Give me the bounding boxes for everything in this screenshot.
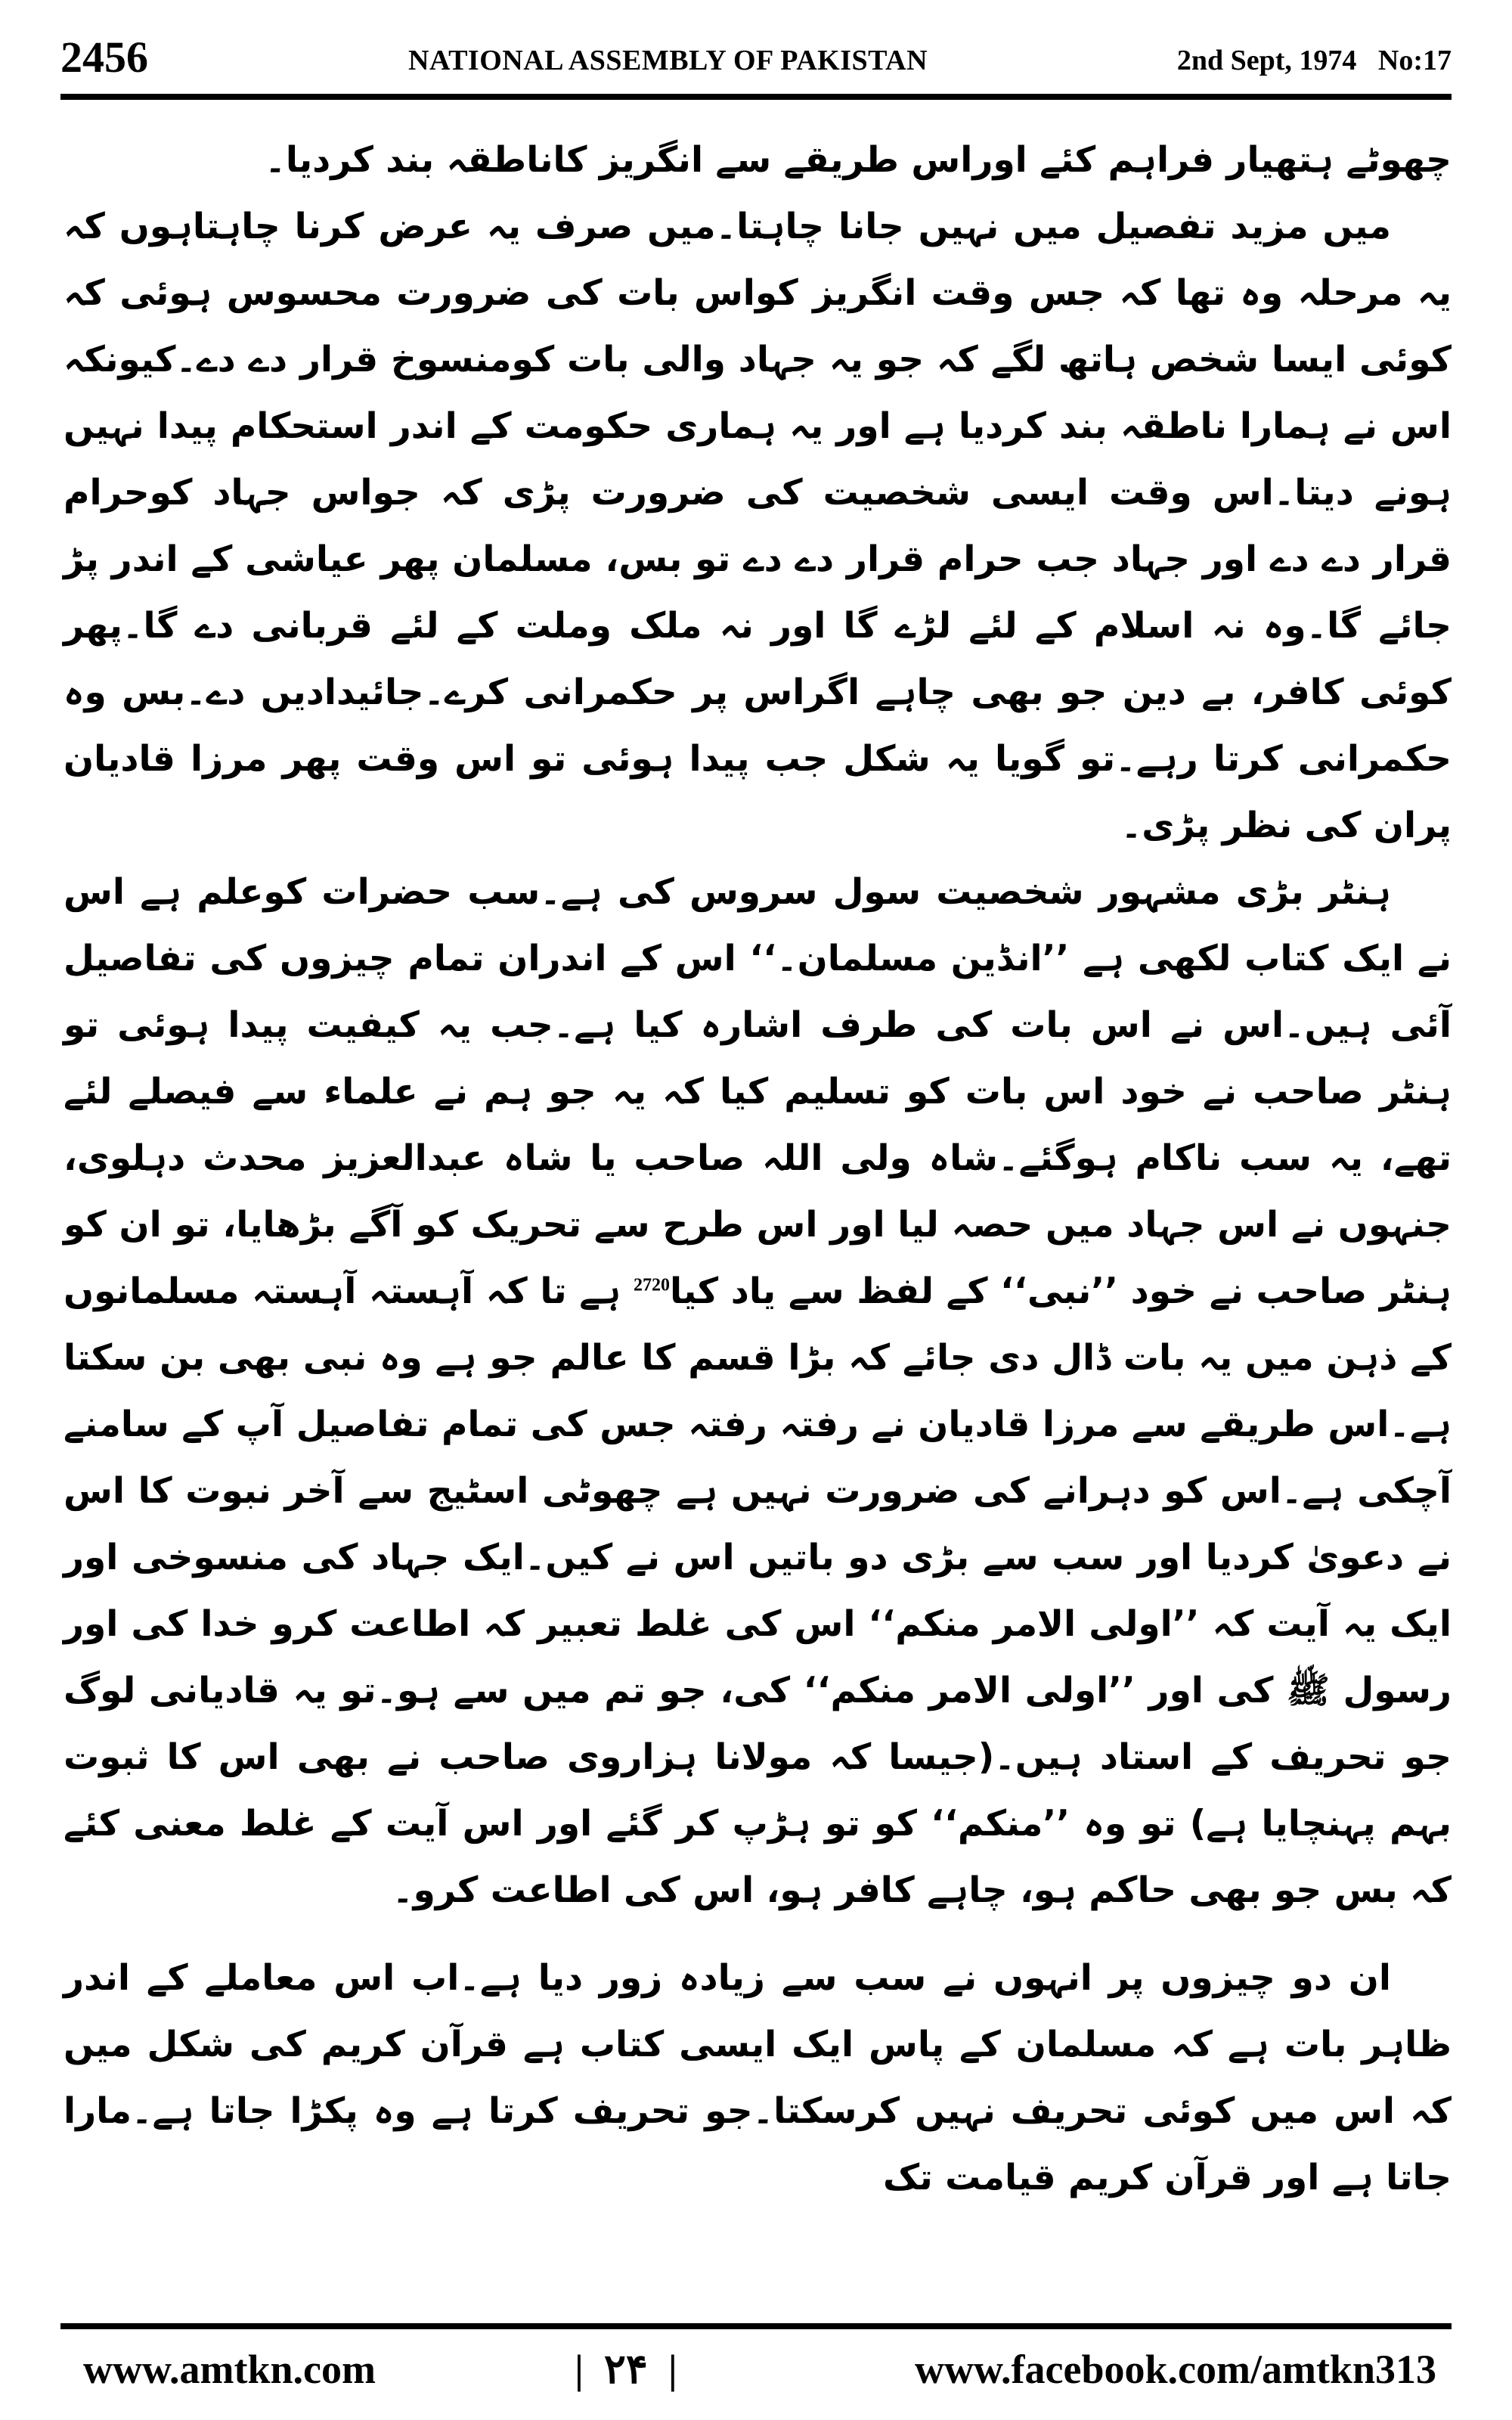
header-date-issue [1177,38,1452,83]
page-header [60,27,1452,95]
paragraph-4: ان دو چیزوں پر انہوں نے سب سے زیادہ زور دیا ہے۔اب اس معاملے کے اندر ظاہر بات ہے کہ مسلمان کے پاس ایک ایسی کتاب ہے قرآن کریم کی شکل میں کہ اس میں کوئی تحریف نہیں کرسکتا۔جو تحریف کرتا ہے وہ پکڑا جاتا ہے۔مارا جاتا ہے اور قرآن کریم قیامت تک [64,1957,1452,2198]
header-title: NATIONAL ASSEMBLY OF PAKISTAN [408,45,928,76]
header-date: 2nd Sept, 1974 [1176,45,1357,76]
footer-page-number: ۲۴ [603,2347,648,2392]
footer-facebook-link[interactable]: www.facebook.com/amtkn313 [915,2347,1436,2392]
paragraph-3-part-2: ہے تا کہ آہستہ آہستہ مسلمانوں کے ذہن میں یہ بات ڈال دی جائے کہ بڑا قسم کا عالم جو ہے وہ نبی بھی بن سکتا ہے۔اس طریقے سے مرزا قادیان نے رفتہ رفتہ جس کی تمام تفاصیل آپ کے سامنے آچکی ہے۔اس کو دہرانے کی ضرورت نہیں ہے چھوٹی اسٹیج سے آخر نبوت کا اس نے دعویٰ کردیا اور سب سے بڑی دو باتیں اس نے کیں۔ایک جہاد کی منسوخی اور ایک یہ آیت کہ ’’اولی الامر منکم‘‘ اس کی غلط تعبیر کہ اطاعت کرو خدا کی اور رسول ﷺ کی اور ’’اولی الامر منکم‘‘ کی، جو تم میں سے ہو۔تو یہ قادیانی لوگ جو تحریف کے استاد ہیں۔(جیسا کہ مولانا ہزاروی صاحب نے بھی اس کا ثبوت بہم پہنچایا ہے) تو وہ ’’منکم‘‘ کو تو ہڑپ کر گئے اور اس آیت کے غلط معنی کئے کہ بس جو بھی حاکم ہو، چاہے کافر ہو، اس کی اطاعت کرو۔ [64,1270,1452,1911]
document-body [64,127,1452,2211]
paragraph-3 [64,859,1452,1924]
paragraph-2: میں مزید تفصیل میں نہیں جانا چاہتا۔میں صرف یہ عرض کرنا چاہتاہوں کہ یہ مرحلہ وہ تھا کہ جس وقت انگریز کواس بات کی ضرورت محسوس ہوئی کہ کوئی ایسا شخص ہاتھ لگے کہ جو یہ جہاد والی بات کومنسوخ قرار دے دے۔کیونکہ اس نے ہمارا ناطقہ بند کردیا ہے اور یہ ہماری حکومت کے اندر استحکام پیدا نہیں ہونے دیتا۔اس وقت ایسی شخصیت کی ضرورت پڑی کہ جواس جہاد کوحرام قرار دے دے اور جہاد جب حرام قرار دے دے تو بس، مسلمان پھر عیاشی کے اندر پڑ جائے گا۔وہ نہ اسلام کے لئے لڑے گا اور نہ ملک وملت کے لئے قربانی دے گا۔پھر کوئی کافر، بے دین جو بھی چاہے اگراس پر حکمرانی کرے۔جائیدادیں دے۔بس وہ حکمرانی کرتا رہے۔تو گویا یہ شکل جب پیدا ہوئی تو اس وقت پھر مرزا قادیان پران کی نظر پڑی۔ [64,206,1452,846]
paragraph-3-part-1: ہنٹر بڑی مشہور شخصیت سول سروس کی ہے۔سب حضرات کوعلم ہے اس نے ایک کتاب لکھی ہے ’’انڈین مسلمان۔‘‘ اس کے اندران تمام چیزوں کی تفاصیل آئی ہیں۔اس نے اس بات کی طرف اشارہ کیا ہے۔جب یہ کیفیت پیدا ہوئی تو ہنٹر صاحب نے خود اس بات کو تسلیم کیا کہ یہ جو ہم نے علماء سے فیصلے لئے تھے، یہ سب ناکام ہوگئے۔شاہ ولی اللہ صاحب یا شاہ عبدالعزیز محدث دہلوی، جنہوں نے اس جہاد میں حصہ لیا اور اس طرح سے تحریک کو آگے بڑھایا، تو ان کو ہنٹر صاحب نے خود ’’نبی‘‘ کے لفظ سے یاد کیا [64,871,1452,1312]
page-number: 2456 [60,33,148,82]
header-issue: No:17 [1377,45,1452,76]
footer-website-link[interactable]: www.amtkn.com [83,2347,376,2392]
footer-separator-left: | [575,2347,584,2392]
reference-number: 2720 [633,1275,670,1295]
header-divider [60,94,1452,100]
paragraph-1: چھوٹے ہتھیار فراہم کئے اوراس طریقے سے انگریز کاناطقہ بند کردیا۔ [265,139,1452,181]
footer-divider [60,2323,1452,2329]
footer-separator-right: | [668,2347,677,2392]
page-footer [60,2335,1452,2403]
footer-page-label [575,2335,677,2403]
